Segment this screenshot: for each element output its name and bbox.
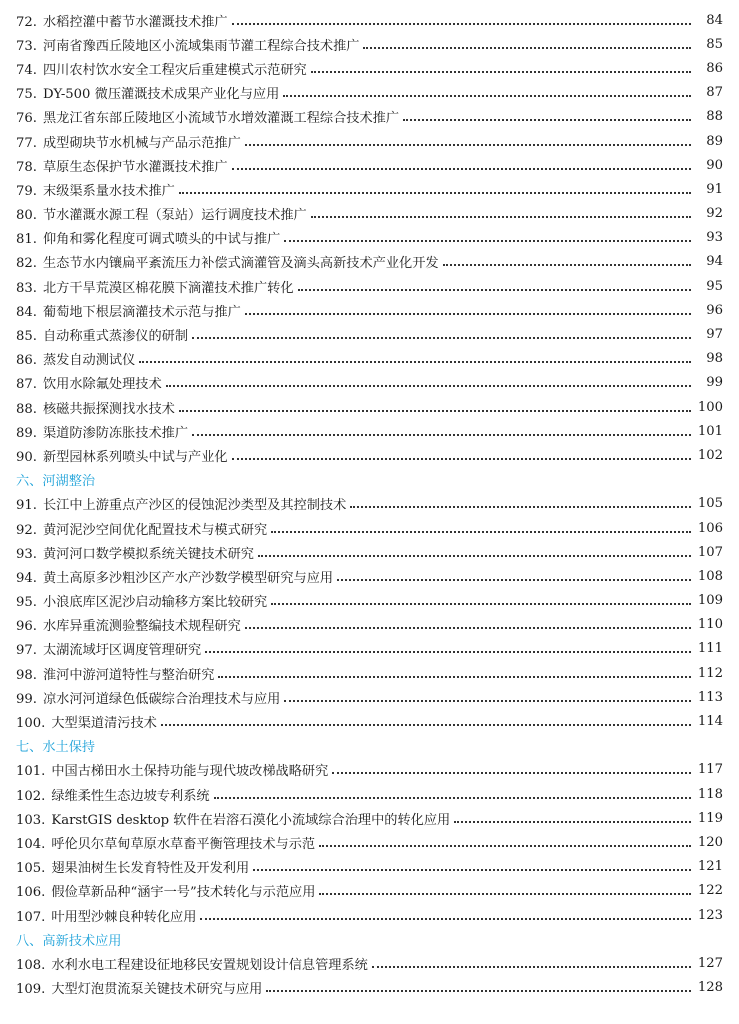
leader-dots [454, 820, 691, 823]
toc-entry[interactable] [0, 298, 739, 322]
toc-entry-number: 82. [16, 256, 37, 272]
toc-entry-title [16, 639, 201, 658]
toc-entry-text: 大型灯泡贯流泵关键技术研究与应用 [51, 982, 263, 998]
toc-entry[interactable] [0, 758, 739, 782]
toc-entry[interactable] [0, 347, 739, 371]
toc-entry[interactable] [0, 322, 739, 346]
toc-entry-title [16, 906, 196, 925]
toc-entry-title [16, 398, 175, 417]
toc-entry-text: 水库异重流测验整编技术规程研究 [42, 619, 241, 635]
toc-entry[interactable] [0, 226, 739, 250]
toc-entry-page: 98 [706, 351, 723, 367]
toc-entry-page: 123 [697, 907, 723, 923]
toc-entry-title [16, 156, 228, 175]
toc-entry-text: 蒸发自动测试仪 [42, 353, 136, 369]
toc-entry-text: 黑龙江省东部丘陵地区小流域节水增效灌溉工程综合技术推广 [42, 111, 400, 127]
toc-entry-text: 大型渠道清污技术 [51, 716, 157, 732]
toc-entry-page: 110 [697, 617, 723, 633]
leader-dots [271, 602, 691, 605]
toc-entry-title [16, 930, 122, 949]
toc-entry-number: 107. [16, 909, 46, 925]
toc-entry-page: 93 [706, 230, 723, 246]
toc-entry-title [16, 785, 210, 804]
toc-entry-number: 92. [16, 522, 37, 538]
toc-entry-number: 84. [16, 304, 37, 320]
toc-entry-page: 127 [697, 955, 723, 971]
toc-entry-text: 淮河中游河道特性与整治研究 [42, 667, 215, 683]
leader-dots [205, 650, 691, 653]
toc-entry[interactable] [0, 32, 739, 56]
toc-entry-title [16, 543, 254, 562]
toc-entry-text: 翅果油树生长发育特性及开发利用 [51, 861, 250, 877]
toc-entry-text: 河南省豫西丘陵地区小流域集雨节灌工程综合技术推广 [42, 38, 360, 54]
toc-entry-page: 88 [706, 109, 723, 125]
toc-entry-text: 水稻控灌中蓄节水灌溉技术推广 [42, 14, 228, 30]
toc-entry-title [16, 567, 333, 586]
toc-entry-page: 119 [697, 810, 723, 826]
leader-dots [192, 336, 691, 339]
toc-entry-text: 节水灌溉水源工程（泵站）运行调度技术推广 [42, 208, 307, 224]
leader-dots [245, 143, 691, 146]
toc-entry-text: 呼伦贝尔草甸草原水草畜平衡管理技术与示范 [51, 836, 316, 852]
toc-entry-number: 103. [16, 812, 46, 828]
leader-dots [319, 844, 691, 847]
toc-entry-text: 太湖流域圩区调度管理研究 [42, 643, 202, 659]
table-of-contents [0, 8, 739, 1000]
leader-dots [350, 505, 691, 508]
toc-entry-page: 121 [697, 859, 723, 875]
toc-entry-text: 北方干旱荒漠区棉花膜下滴灌技术推广转化 [42, 280, 294, 296]
toc-entry-number: 94. [16, 570, 37, 586]
toc-entry[interactable] [0, 564, 739, 588]
toc-entry-title [16, 954, 368, 973]
section-heading [0, 468, 739, 492]
toc-entry-title [16, 422, 188, 441]
toc-entry-text: 黄土高原多沙粗沙区产水产沙数学模型研究与应用 [42, 570, 334, 586]
toc-entry-text: KarstGIS desktop 软件在岩溶石漠化小流域综合治理中的转化应用 [51, 812, 451, 828]
toc-entry-page: 113 [697, 689, 723, 705]
toc-entry-page: 99 [706, 375, 723, 391]
toc-entry[interactable] [0, 153, 739, 177]
leader-dots [363, 46, 691, 49]
toc-entry-title [16, 470, 95, 489]
toc-entry[interactable] [0, 419, 739, 443]
toc-entry-title [16, 760, 328, 779]
toc-entry[interactable] [0, 879, 739, 903]
leader-dots [284, 699, 691, 702]
toc-entry-number: 104. [16, 836, 46, 852]
toc-entry-title [16, 107, 399, 126]
toc-entry-number: 95. [16, 595, 37, 611]
toc-entry-title [16, 59, 307, 78]
toc-entry-title [16, 519, 267, 538]
toc-entry-number: 88. [16, 401, 37, 417]
toc-entry[interactable] [0, 951, 739, 975]
toc-entry-number: 78. [16, 159, 37, 175]
toc-entry[interactable] [0, 177, 739, 201]
leader-dots [258, 554, 691, 557]
toc-entry-title [16, 712, 157, 731]
toc-entry-title [16, 204, 307, 223]
toc-entry-title [16, 591, 267, 610]
toc-entry[interactable] [0, 516, 739, 540]
leader-dots [245, 626, 691, 629]
toc-entry-page: 109 [697, 593, 723, 609]
toc-entry-number: 81. [16, 232, 37, 248]
toc-entry-page: 114 [697, 714, 723, 730]
toc-entry-number: 83. [16, 280, 37, 296]
toc-entry[interactable] [0, 202, 739, 226]
leader-dots [284, 239, 691, 242]
toc-entry-number: 85. [16, 329, 37, 345]
leader-dots [332, 771, 691, 774]
toc-entry-text: 四川农村饮水安全工程灾后重建模式示范研究 [42, 62, 307, 78]
toc-entry-text: 假俭草新品种“涵宇一号”技术转化与示范应用 [51, 885, 316, 901]
leader-dots [232, 22, 691, 25]
toc-entry-text: 六、河湖整治 [16, 474, 96, 490]
toc-entry-page: 90 [706, 157, 723, 173]
toc-entry-number: 86. [16, 353, 37, 369]
toc-entry-title [16, 301, 241, 320]
toc-entry-text: DY-500 微压灌溉技术成果产业化与应用 [42, 87, 280, 103]
toc-entry[interactable] [0, 589, 739, 613]
leader-dots [218, 675, 691, 678]
toc-entry-page: 128 [697, 980, 723, 996]
toc-entry[interactable] [0, 492, 739, 516]
leader-dots [311, 70, 691, 73]
toc-entry-title [16, 881, 315, 900]
toc-entry-page: 122 [697, 883, 723, 899]
toc-entry-title [16, 349, 135, 368]
toc-entry-number: 93. [16, 546, 37, 562]
toc-entry-number: 76. [16, 111, 37, 127]
section-heading [0, 734, 739, 758]
toc-entry-text: 生态节水内镶扁平紊流压力补偿式滴灌管及滴头高新技术产业化开发 [42, 256, 439, 272]
toc-entry[interactable] [0, 443, 739, 467]
toc-entry[interactable] [0, 637, 739, 661]
toc-entry-title [16, 494, 346, 513]
toc-entry[interactable] [0, 806, 739, 830]
leader-dots [192, 433, 691, 436]
toc-entry-number: 105. [16, 861, 46, 877]
toc-entry-page: 100 [697, 399, 723, 415]
toc-entry-page: 108 [697, 568, 723, 584]
toc-entry[interactable] [0, 661, 739, 685]
toc-entry[interactable] [0, 685, 739, 709]
toc-entry-number: 72. [16, 14, 37, 30]
toc-entry-page: 85 [706, 36, 723, 52]
toc-entry-text: 新型园林系列喷头中试与产业化 [42, 449, 228, 465]
toc-entry-text: 成型砌块节水机械与产品示范推广 [42, 135, 241, 151]
toc-entry-text: 水利水电工程建设征地移民安置规划设计信息管理系统 [51, 957, 368, 973]
toc-entry-page: 94 [706, 254, 723, 270]
toc-entry-page: 112 [697, 665, 723, 681]
toc-entry-title [16, 252, 439, 271]
toc-entry-text: 叶用型沙棘良种转化应用 [51, 909, 197, 925]
toc-entry-title [16, 446, 228, 465]
toc-entry-title [16, 857, 249, 876]
leader-dots [161, 723, 691, 726]
toc-entry-number: 109. [16, 982, 46, 998]
toc-entry-number: 102. [16, 788, 46, 804]
toc-entry-number: 98. [16, 667, 37, 683]
leader-dots [271, 530, 691, 533]
leader-dots [214, 796, 691, 799]
toc-entry-page: 95 [706, 278, 723, 294]
toc-entry-page: 91 [706, 181, 723, 197]
toc-entry-number: 80. [16, 208, 37, 224]
toc-entry-page: 86 [706, 60, 723, 76]
leader-dots [283, 94, 691, 97]
toc-entry-title [16, 277, 294, 296]
toc-entry[interactable] [0, 105, 739, 129]
toc-entry-page: 111 [697, 641, 723, 657]
toc-entry-text: 小浪底库区泥沙启动输移方案比较研究 [42, 595, 268, 611]
toc-entry-text: 七、水土保持 [16, 740, 96, 756]
toc-entry-number: 74. [16, 62, 37, 78]
toc-entry-title [16, 688, 280, 707]
toc-entry-title [16, 736, 95, 755]
toc-entry[interactable] [0, 395, 739, 419]
toc-entry-title [16, 809, 450, 828]
toc-entry-text: 八、高新技术应用 [16, 933, 122, 949]
toc-entry-number: 108. [16, 957, 46, 973]
toc-entry-number: 96. [16, 619, 37, 635]
toc-entry-title [16, 373, 162, 392]
toc-entry-text: 渠道防渗防冻胀技术推广 [42, 425, 189, 441]
toc-entry-text: 黄河河口数学模拟系统关键技术研究 [42, 546, 254, 562]
toc-entry-number: 99. [16, 691, 37, 707]
toc-entry-page: 96 [706, 302, 723, 318]
toc-entry[interactable] [0, 903, 739, 927]
toc-entry-title [16, 325, 188, 344]
toc-entry-page: 87 [706, 85, 723, 101]
leader-dots [200, 917, 691, 920]
toc-entry-number: 97. [16, 643, 37, 659]
toc-entry-text: 饮用水除氟处理技术 [42, 377, 162, 393]
leader-dots [179, 409, 691, 412]
leader-dots [403, 118, 691, 121]
toc-entry[interactable] [0, 613, 739, 637]
toc-entry-page: 84 [706, 12, 723, 28]
toc-entry-text: 末级渠系量水技术推广 [42, 183, 175, 199]
leader-dots [139, 360, 691, 363]
toc-entry-page: 107 [697, 544, 723, 560]
leader-dots [337, 578, 691, 581]
toc-entry-text: 自动称重式蒸渗仪的研制 [42, 329, 189, 345]
toc-entry-text: 葡萄地下根层滴灌技术示范与推广 [42, 304, 241, 320]
toc-entry[interactable] [0, 56, 739, 80]
toc-entry-number: 106. [16, 885, 46, 901]
toc-entry-number: 91. [16, 498, 37, 514]
toc-entry-number: 79. [16, 183, 37, 199]
toc-entry-text: 草原生态保护节水灌溉技术推广 [42, 159, 228, 175]
toc-entry-page: 117 [697, 762, 723, 778]
toc-entry[interactable] [0, 250, 739, 274]
toc-entry-page: 118 [697, 786, 723, 802]
toc-entry-number: 77. [16, 135, 37, 151]
leader-dots [319, 892, 691, 895]
leader-dots [245, 312, 691, 315]
toc-entry-number: 90. [16, 449, 37, 465]
toc-entry-title [16, 180, 175, 199]
toc-entry[interactable] [0, 855, 739, 879]
leader-dots [372, 965, 691, 968]
toc-entry[interactable] [0, 976, 739, 1000]
toc-entry[interactable] [0, 129, 739, 153]
toc-entry[interactable] [0, 709, 739, 733]
toc-entry-title [16, 11, 228, 30]
toc-entry-page: 92 [706, 206, 723, 222]
toc-entry-title [16, 978, 262, 997]
toc-entry-number: 73. [16, 38, 37, 54]
toc-entry[interactable] [0, 274, 739, 298]
leader-dots [166, 384, 691, 387]
toc-entry-title [16, 132, 241, 151]
toc-entry[interactable] [0, 8, 739, 32]
leader-dots [232, 167, 691, 170]
section-heading [0, 927, 739, 951]
toc-entry-page: 120 [697, 834, 723, 850]
leader-dots [443, 263, 691, 266]
toc-entry-title [16, 83, 279, 102]
leader-dots [298, 288, 691, 291]
toc-entry[interactable] [0, 371, 739, 395]
leader-dots [253, 868, 691, 871]
toc-entry-page: 101 [697, 423, 723, 439]
toc-entry[interactable] [0, 540, 739, 564]
toc-entry-text: 中国古梯田水土保持功能与现代坡改梯战略研究 [51, 764, 329, 780]
toc-entry-title [16, 664, 214, 683]
leader-dots [179, 191, 691, 194]
toc-entry-text: 黄河泥沙空间优化配置技术与模式研究 [42, 522, 268, 538]
toc-entry[interactable] [0, 81, 739, 105]
toc-entry-page: 105 [697, 496, 723, 512]
toc-entry-page: 97 [706, 327, 723, 343]
toc-entry-number: 75. [16, 87, 37, 103]
toc-entry-page: 102 [697, 447, 723, 463]
toc-entry-text: 长江中上游重点产沙区的侵蚀泥沙类型及其控制技术 [42, 498, 347, 514]
toc-entry-text: 核磁共振探测找水技术 [42, 401, 175, 417]
leader-dots [232, 457, 691, 460]
toc-entry-title [16, 833, 315, 852]
toc-entry-number: 101. [16, 764, 46, 780]
toc-entry-page: 106 [697, 520, 723, 536]
toc-entry-page: 89 [706, 133, 723, 149]
leader-dots [266, 989, 691, 992]
toc-entry-title [16, 35, 359, 54]
leader-dots [311, 215, 691, 218]
toc-entry-number: 100. [16, 716, 46, 732]
toc-entry[interactable] [0, 830, 739, 854]
toc-entry-text: 凉水河河道绿色低碳综合治理技术与应用 [42, 691, 281, 707]
toc-entry-number: 89. [16, 425, 37, 441]
toc-entry-number: 87. [16, 377, 37, 393]
toc-entry-title [16, 615, 241, 634]
toc-entry-text: 仰角和雾化程度可调式喷头的中试与推广 [42, 232, 281, 248]
toc-entry-text: 绿维柔性生态边坡专利系统 [51, 788, 210, 804]
toc-entry[interactable] [0, 782, 739, 806]
toc-entry-title [16, 228, 280, 247]
